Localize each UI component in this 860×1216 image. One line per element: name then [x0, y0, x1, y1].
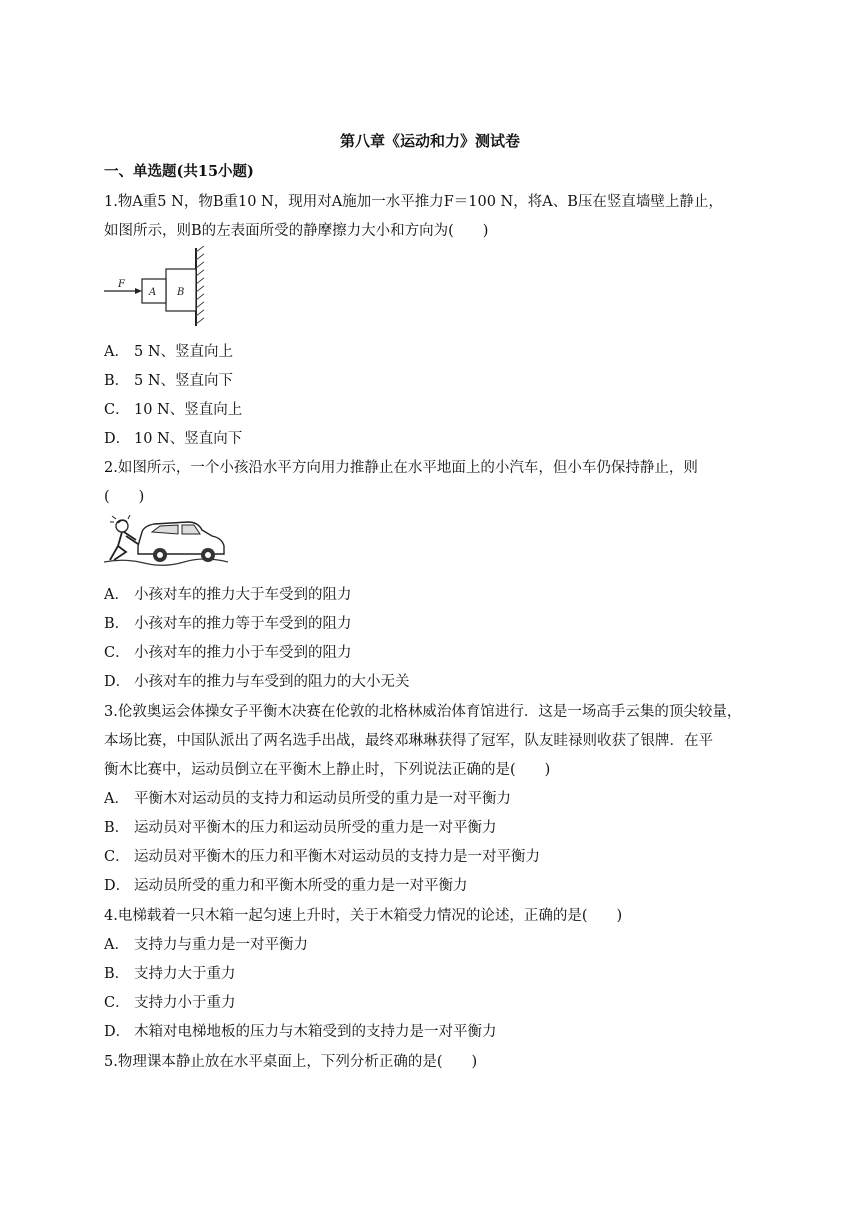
q1-option-d: D． 10 N、竖直向下 [104, 431, 243, 447]
q2-child-pushing-car-illustration [104, 510, 228, 568]
q3-option-d: D． 运动员所受的重力和平衡木所受的重力是一对平衡力 [104, 878, 468, 894]
q3-option-c: C． 运动员对平衡木的压力和平衡木对运动员的支持力是一对平衡力 [104, 849, 540, 865]
q1-option-c: C． 10 N、竖直向上 [104, 402, 243, 418]
q3-stem-line3: 衡木比赛中，运动员倒立在平衡木上静止时，下列说法正确的是( ) [104, 762, 551, 778]
q2-option-a: A． 小孩对车的推力大于车受到的阻力 [104, 587, 352, 603]
q2-option-b: B． 小孩对车的推力等于车受到的阻力 [104, 616, 352, 632]
q5-stem-line1: 5.物理课本静止放在水平桌面上，下列分析正确的是( ) [104, 1054, 478, 1070]
section-heading: 一、单选题(共15小题) [104, 163, 254, 180]
block-b-label: B [177, 287, 185, 298]
q4-option-b: B． 支持力大于重力 [104, 966, 236, 982]
q3-stem-line1: 3.伦敦奥运会体操女子平衡木决赛在伦敦的北格林威治体育馆进行．这是一场高手云集的顶尖较量， [104, 704, 742, 720]
q2-stem-line1: 2.如图所示，一个小孩沿水平方向用力推静止在水平地面上的小汽车，但小车仍保持静止，则 [104, 460, 698, 476]
q3-stem-line2: 本场比赛，中国队派出了两名选手出战，最终邓琳琳获得了冠军，队友眭禄则收获了银牌．在平 [104, 733, 713, 749]
q1-blocks-diagram [104, 246, 208, 328]
block-a-label: A [149, 287, 157, 298]
q4-option-c: C． 支持力小于重力 [104, 995, 236, 1011]
q2-option-c: C． 小孩对车的推力小于车受到的阻力 [104, 645, 352, 661]
q1-option-b: B． 5 N、竖直向下 [104, 373, 234, 389]
q3-option-a: A． 平衡木对运动员的支持力和运动员所受的重力是一对平衡力 [104, 791, 511, 807]
q4-option-d: D． 木箱对电梯地板的压力与木箱受到的支持力是一对平衡力 [104, 1024, 497, 1040]
force-label: F [118, 279, 125, 290]
q4-option-a: A． 支持力与重力是一对平衡力 [104, 937, 308, 953]
q2-option-d: D． 小孩对车的推力与车受到的阻力的大小无关 [104, 674, 410, 690]
page-title: 第八章《运动和力》测试卷 [339, 132, 520, 150]
q1-stem-line2: 如图所示，则B的左表面所受的静摩擦力大小和方向为( ) [104, 223, 489, 239]
q1-option-a: A． 5 N、竖直向上 [104, 344, 234, 360]
q4-stem-line1: 4.电梯载着一只木箱一起匀速上升时，关于木箱受力情况的论述，正确的是( ) [104, 908, 623, 924]
q3-option-b: B． 运动员对平衡木的压力和运动员所受的重力是一对平衡力 [104, 820, 497, 836]
q2-stem-line2: ( ) [104, 489, 145, 505]
q1-stem-line1: 1.物A重5 N，物B重10 N，现用对A施加一水平推力F＝100 N，将A、B压在竖直墙壁上静止， [104, 194, 723, 210]
